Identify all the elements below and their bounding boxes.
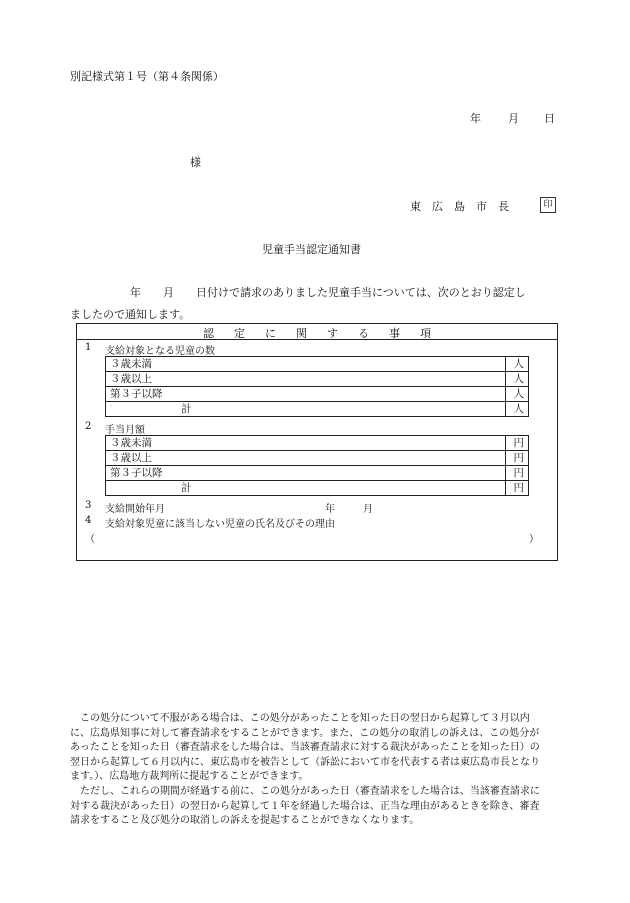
row-unit: 人 <box>506 402 529 417</box>
row-unit: 人 <box>506 372 529 387</box>
section3-month: 月 <box>363 504 373 515</box>
row-label: ３歳未満 <box>106 357 506 372</box>
intro-line-2: ましたので通知します。 <box>70 308 191 321</box>
notice-line: に、広島県知事に対して審査請求をすることができます。また、この処分の取消しの訴えは、この処分が <box>70 727 540 739</box>
form-label: 別記様式第１号（第４条関係） <box>70 70 224 83</box>
notice-line: この処分について不服がある場合は、この処分があったことを知った日の翌日から起算して３月以内 <box>70 713 530 724</box>
section1-number: 1 <box>85 342 92 353</box>
notice-line: 翌日から起算して６月以内に、東広島市を被告として（訴訟において市を代表する者は東広島市長となり <box>70 756 540 768</box>
row-label-total: 計 <box>106 402 506 417</box>
row-unit: 人 <box>506 357 529 372</box>
section2-number: 2 <box>85 421 92 432</box>
section4-open-paren: （ <box>85 534 95 545</box>
recipient-suffix: 様 <box>190 156 201 169</box>
table-row <box>106 451 529 466</box>
row-label: 第３子以降 <box>106 466 506 481</box>
date-day-label: 日 <box>544 112 555 125</box>
table-row <box>106 481 529 496</box>
document-title: 児童手当認定通知書 <box>262 243 361 256</box>
row-label: 第３子以降 <box>106 387 506 402</box>
notice-block <box>70 712 540 829</box>
table-row <box>106 402 529 417</box>
notice-line: ます。）、広島地方裁判所に提起することができます。 <box>70 771 309 783</box>
section4-label: 支給対象児童に該当しない児童の氏名及びその理由 <box>105 519 335 530</box>
row-unit: 円 <box>506 451 529 466</box>
section4-number: 4 <box>85 515 92 526</box>
date-month-label: 月 <box>508 112 519 125</box>
intro-line-1: 年 月 日付けで請求のありました児童手当については、次のとおり認定し <box>130 286 526 299</box>
table-header: 認定に関する事項 <box>203 327 451 340</box>
table-row <box>106 466 529 481</box>
row-unit: 円 <box>506 466 529 481</box>
section4-close-paren: ） <box>529 534 539 545</box>
table-row <box>106 387 529 402</box>
row-label: ３歳以上 <box>106 451 506 466</box>
row-label: ３歳未満 <box>106 436 506 451</box>
issuer-name: 東 広 島 市 長 <box>410 200 509 213</box>
notice-line: ただし、これらの期間が経過する前に、この処分があった日（審査請求をした場合は、当該審査請求に <box>70 785 540 797</box>
row-unit: 円 <box>506 481 529 496</box>
section3-number: 3 <box>85 500 92 511</box>
row-label-total: 計 <box>106 481 506 496</box>
details-table <box>76 323 558 561</box>
table-row <box>106 436 529 451</box>
section3-year: 年 <box>325 504 335 515</box>
row-label: ３歳以上 <box>106 372 506 387</box>
table-row <box>106 357 529 372</box>
notice-line: 請求をすること及び処分の取消しの訴えを提起することができなくなります。 <box>70 815 420 827</box>
row-unit: 円 <box>506 436 529 451</box>
monthly-amount-table <box>105 435 529 496</box>
header-divider <box>77 339 557 340</box>
children-count-table <box>105 356 529 417</box>
section1-label: 支給対象となる児童の数 <box>105 346 215 357</box>
date-year-label: 年 <box>470 112 481 125</box>
table-row <box>106 372 529 387</box>
notice-line: あったことを知った日（審査請求をした場合は、当該審査請求に対する裁決があったことを知った日）の <box>70 742 540 754</box>
row-unit: 人 <box>506 387 529 402</box>
section2-label: 手当月額 <box>105 425 145 436</box>
notice-line: 対する裁決があった日）の翌日から起算して１年を経過した場合は、正当な理由があるときを除き、審査 <box>70 800 540 812</box>
section3-label: 支給開始年月 <box>105 504 165 515</box>
seal-stamp: 印 <box>540 197 556 213</box>
